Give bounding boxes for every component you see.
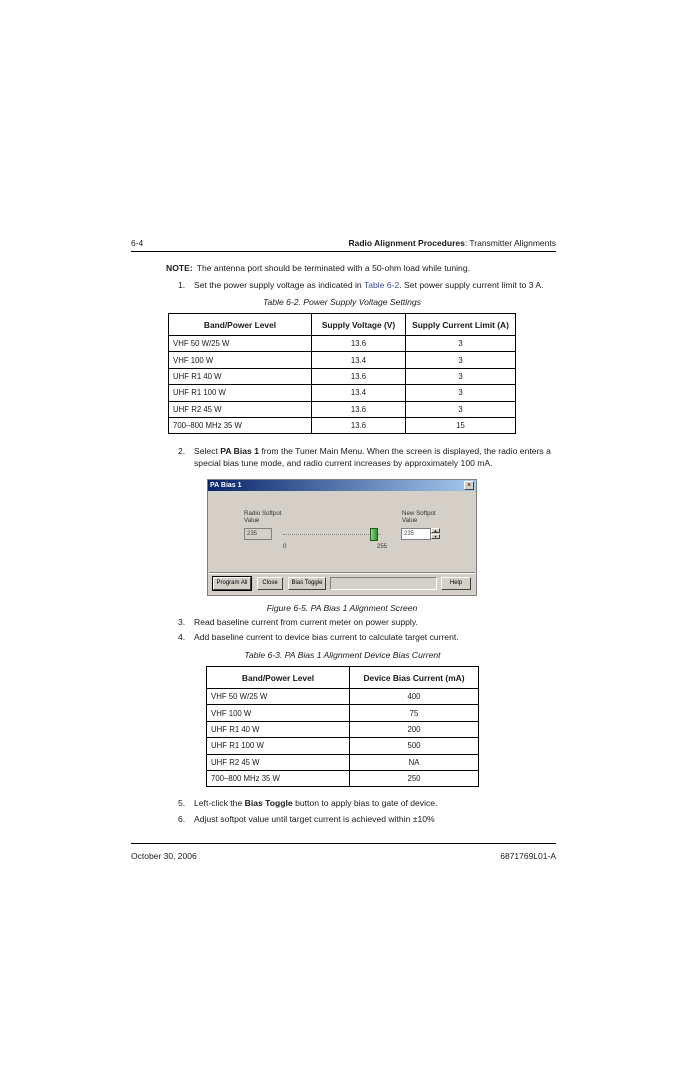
step-text: Set the power supply voltage as indicated in bbox=[194, 280, 364, 290]
step-text: Read baseline current from current meter on power supply. bbox=[194, 617, 418, 627]
table-cell: 3 bbox=[406, 385, 516, 401]
step-4 bbox=[178, 631, 558, 643]
table-cell: 3 bbox=[406, 352, 516, 368]
table-cell: 500 bbox=[350, 738, 479, 754]
dialog-title: PA Bias 1 bbox=[208, 480, 476, 491]
dialog-divider bbox=[209, 572, 475, 574]
footer-doc-number: 6871769L01-A bbox=[500, 851, 556, 861]
step-text: Adjust softpot value until target current is achieved within ±10% bbox=[194, 814, 435, 824]
table-cell: 13.4 bbox=[312, 385, 406, 401]
step-6 bbox=[178, 813, 558, 825]
step-number: 3. bbox=[178, 617, 186, 627]
step-text: Add baseline current to device bias current to calculate target current. bbox=[194, 632, 459, 642]
table-row bbox=[207, 721, 479, 737]
step-number: 6. bbox=[178, 814, 186, 824]
table-cell: 13.6 bbox=[312, 401, 406, 417]
table-cell: 13.4 bbox=[312, 352, 406, 368]
power-supply-table bbox=[168, 313, 516, 434]
new-softpot-input[interactable]: 235 bbox=[401, 528, 431, 540]
spin-up-icon[interactable]: ▲ bbox=[431, 528, 440, 533]
new-softpot-label-line: New Softpot bbox=[402, 510, 436, 517]
table-header-row bbox=[207, 667, 479, 689]
table-cell: VHF 100 W bbox=[207, 705, 350, 721]
table-row bbox=[207, 738, 479, 754]
header-rule bbox=[131, 251, 556, 252]
step-number: 2. bbox=[178, 446, 186, 456]
table-row bbox=[169, 401, 516, 417]
new-softpot-label bbox=[402, 510, 436, 524]
program-all-button[interactable]: Program All bbox=[213, 577, 251, 590]
step-2 bbox=[178, 445, 558, 469]
table-row bbox=[207, 689, 479, 705]
table-cell: 13.6 bbox=[312, 417, 406, 433]
softpot-slider-track[interactable] bbox=[283, 534, 381, 536]
note-text: The antenna port should be terminated with a 50-ohm load while tuning. bbox=[196, 263, 470, 273]
step-3 bbox=[178, 616, 558, 628]
table-row bbox=[169, 368, 516, 384]
step-emphasis: Bias Toggle bbox=[244, 798, 293, 808]
running-header-subsection: : Transmitter Alignments bbox=[464, 238, 556, 248]
step-text: button to apply bias to gate of device. bbox=[292, 798, 438, 808]
step-number: 1. bbox=[178, 280, 186, 290]
step-5 bbox=[178, 797, 558, 809]
table-cell: UHF R1 40 W bbox=[169, 368, 312, 384]
new-softpot-label-line: Value bbox=[402, 517, 418, 524]
table-row bbox=[207, 754, 479, 770]
slider-max-label: 255 bbox=[377, 544, 388, 550]
softpot-slider-thumb[interactable] bbox=[370, 528, 378, 541]
figure-caption: Figure 6-5. PA Bias 1 Alignment Screen bbox=[266, 603, 418, 613]
radio-softpot-value-field: 235 bbox=[244, 528, 272, 540]
table-cell: 200 bbox=[350, 721, 479, 737]
radio-softpot-label bbox=[244, 510, 282, 524]
table-cell: 3 bbox=[406, 401, 516, 417]
running-header bbox=[348, 238, 556, 248]
slider-min-label: 0 bbox=[283, 544, 287, 550]
table-cell: VHF 100 W bbox=[169, 352, 312, 368]
radio-softpot-label-line: Radio Softpot bbox=[244, 510, 282, 517]
step-text: Select bbox=[194, 446, 221, 456]
step-text: from the Tuner Main Menu. When the screen is displayed, the radio enters a special bias tune mode, and radio current increases by approximately 100 mA. bbox=[194, 446, 551, 468]
table-cell: 15 bbox=[406, 417, 516, 433]
table-cell: 13.6 bbox=[312, 336, 406, 352]
column-header: Supply Voltage (V) bbox=[312, 314, 406, 336]
table-row bbox=[169, 385, 516, 401]
note bbox=[166, 262, 470, 274]
table-row bbox=[169, 352, 516, 368]
table-cell: 3 bbox=[406, 336, 516, 352]
table-cell: VHF 50 W/25 W bbox=[207, 689, 350, 705]
table-cell: UHF R2 45 W bbox=[207, 754, 350, 770]
table-caption: Table 6-2. Power Supply Voltage Settings bbox=[263, 297, 421, 307]
column-header: Band/Power Level bbox=[207, 667, 350, 689]
close-icon[interactable]: × bbox=[464, 481, 474, 490]
table-cell: NA bbox=[350, 754, 479, 770]
step-text: . Set power supply current limit to 3 A. bbox=[399, 280, 544, 290]
table-cell: 700–800 MHz 35 W bbox=[169, 417, 312, 433]
table-row bbox=[207, 770, 479, 786]
status-field bbox=[330, 577, 437, 590]
column-header: Supply Current Limit (A) bbox=[406, 314, 516, 336]
table-row bbox=[169, 336, 516, 352]
table-cell: 3 bbox=[406, 368, 516, 384]
table-cell: 700–800 MHz 35 W bbox=[207, 770, 350, 786]
table-cell: UHF R1 40 W bbox=[207, 721, 350, 737]
table-cell: UHF R2 45 W bbox=[169, 401, 312, 417]
table-cell: UHF R1 100 W bbox=[207, 738, 350, 754]
table-cell: 250 bbox=[350, 770, 479, 786]
radio-softpot-label-line: Value bbox=[244, 517, 260, 524]
table-cell: VHF 50 W/25 W bbox=[169, 336, 312, 352]
device-bias-table bbox=[206, 666, 479, 787]
table-header-row bbox=[169, 314, 516, 336]
column-header: Band/Power Level bbox=[169, 314, 312, 336]
step-number: 4. bbox=[178, 632, 186, 642]
table-row bbox=[169, 417, 516, 433]
table-row bbox=[207, 705, 479, 721]
footer-rule bbox=[131, 843, 556, 844]
table-cell: 400 bbox=[350, 689, 479, 705]
running-header-section: Radio Alignment Procedures bbox=[348, 238, 465, 248]
table-cell: UHF R1 100 W bbox=[169, 385, 312, 401]
bias-toggle-button[interactable]: Bias Toggle bbox=[288, 577, 326, 590]
step-emphasis: PA Bias 1 bbox=[220, 446, 259, 456]
page-number: 6-4 bbox=[131, 238, 144, 248]
step-number: 5. bbox=[178, 798, 186, 808]
table-cell: 75 bbox=[350, 705, 479, 721]
spin-down-icon[interactable]: ▼ bbox=[431, 534, 440, 539]
note-label: NOTE: bbox=[166, 263, 193, 273]
footer-date: October 30, 2006 bbox=[131, 851, 197, 861]
table-cell: 13.6 bbox=[312, 368, 406, 384]
column-header: Device Bias Current (mA) bbox=[350, 667, 479, 689]
step-text: Left-click the bbox=[194, 798, 245, 808]
close-button[interactable]: Close bbox=[257, 577, 283, 590]
table-caption: Table 6-3. PA Bias 1 Alignment Device Bias Current bbox=[244, 650, 441, 660]
help-button[interactable]: Help bbox=[441, 577, 471, 590]
step-1 bbox=[178, 279, 558, 291]
table-6-2-link[interactable]: Table 6-2 bbox=[363, 280, 400, 290]
